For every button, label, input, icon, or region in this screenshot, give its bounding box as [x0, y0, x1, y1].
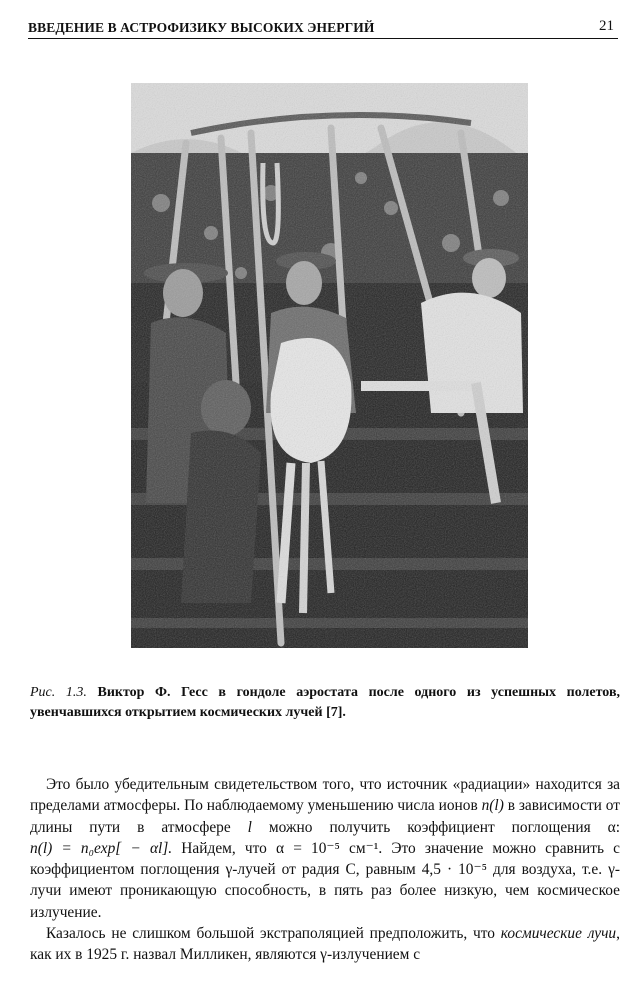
figure-caption: [30, 683, 620, 723]
paragraph-1-text-1: Это было убедительным свидетельством того, что источник «радиации» находится за пределами атмосферы. По наблюдаемому уменьшению числа ионов: [30, 776, 620, 815]
paragraph-2-text-1: Казалось не слишком большой экстраполяцией предположить, что: [46, 925, 501, 943]
math-n-l: n(l): [481, 797, 504, 815]
running-title: ВВЕДЕНИЕ В АСТРОФИЗИКУ ВЫСОКИХ ЭНЕРГИЙ: [28, 20, 375, 35]
caption-text: Виктор Ф. Гесс в гондоле аэростата после одного из успешных полетов, увенчавшихся открытием космических лучей [7].: [30, 685, 621, 720]
term-cosmic-rays: космические лучи: [500, 925, 617, 943]
header-rule: [28, 38, 618, 39]
caption-label: Рис. 1.3.: [30, 685, 87, 700]
paragraph-1-text-3: можно получить коэффициент поглощения α:: [251, 818, 621, 836]
running-head: [28, 20, 618, 42]
figure-photo: [131, 83, 528, 648]
paragraph-2: [30, 923, 620, 966]
paragraph-1: [30, 774, 620, 923]
paragraph-1-text-4: Найдем, что: [172, 839, 276, 857]
math-l: l: [247, 818, 252, 836]
paragraph-1-text-2: в зависимости от длины пути в атмосфере: [30, 797, 620, 836]
body-text: [30, 774, 620, 966]
photo-illustration: [131, 83, 528, 648]
formula-absorption: n(l) = n₀exp[ − αl].: [30, 839, 173, 857]
formula-alpha: α = 10⁻⁵ см⁻¹.: [275, 839, 383, 857]
page-number: 21: [599, 18, 614, 34]
paragraph-2-text-2: , как их в 1925 г. назвал Милликен, являются γ-излучением с: [30, 925, 620, 964]
paragraph-1-text-5: Это значение можно сравнить с коэффициентом поглощения γ-лучей от радия С, равным 4,5 · 10⁻⁵ для воздуха, т.е. γ-лучи имеют проникающую способность, в пять раз более низкую, чем космическое излучение.: [30, 839, 620, 921]
